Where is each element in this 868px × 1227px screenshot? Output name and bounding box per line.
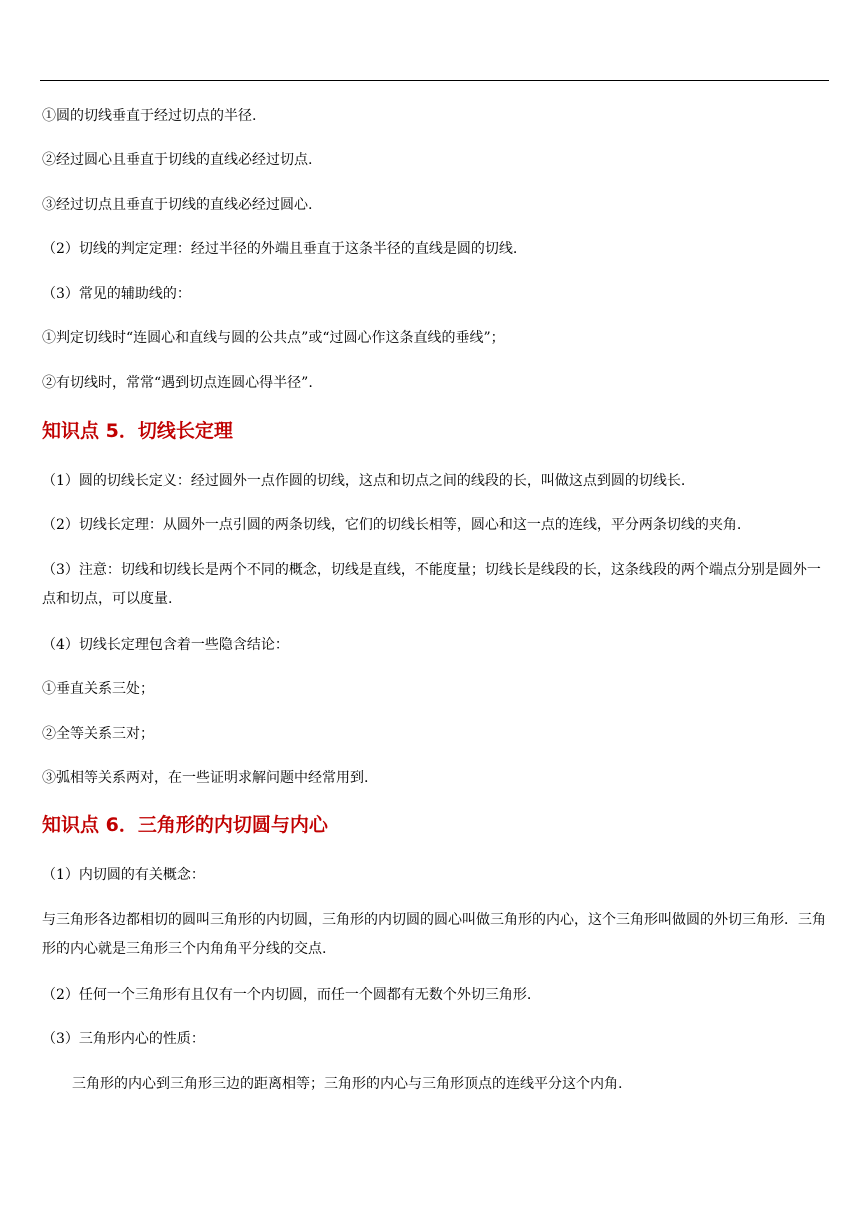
text-line: ①判定切线时“连圆心和直线与圆的公共点”或“过圆心作这条直线的垂线”；	[42, 330, 505, 346]
text-line: （1）圆的切线长定义：经过圆外一点作圆的切线，这点和切点之间的线段的长，叫做这点到圆的切线长.	[42, 473, 686, 489]
text-line: ①垂直关系三处；	[42, 681, 154, 697]
text-line: （3）常见的辅助线的：	[42, 286, 191, 302]
text-line: ①圆的切线垂直于经过切点的半径.	[42, 108, 257, 124]
header-rule	[40, 80, 829, 81]
text-line: ②有切线时，常常“遇到切点连圆心得半径”.	[42, 375, 313, 391]
text-line: （3）三角形内心的性质：	[42, 1031, 205, 1047]
text-line: ③经过切点且垂直于切线的直线必经过圆心.	[42, 197, 313, 213]
text-line: （1）内切圆的有关概念：	[42, 867, 205, 883]
text-line: （4）切线长定理包含着一些隐含结论：	[42, 637, 289, 653]
text-line: （2）切线长定理：从圆外一点引圆的两条切线，它们的切线长相等，圆心和这一点的连线，平分两条切线的夹角.	[42, 517, 742, 533]
section-heading: 知识点 5．切线长定理	[42, 420, 233, 442]
text-paragraph: 与三角形各边都相切的圆叫三角形的内切圆，三角形的内切圆的圆心叫做三角形的内心，这个三角形叫做圆的外切三角形．三角形的内心就是三角形三个内角角平分线的交点.	[42, 912, 826, 957]
text-line: （2）切线的判定定理：经过半径的外端且垂直于这条半径的直线是圆的切线.	[42, 241, 518, 257]
text-line: ③弧相等关系两对，在一些证明求解问题中经常用到.	[42, 770, 369, 786]
text-paragraph: （3）注意：切线和切线长是两个不同的概念，切线是直线，不能度量；切线长是线段的长，这条线段的两个端点分别是圆外一点和切点，可以度量.	[42, 562, 821, 607]
section-heading: 知识点 6．三角形的内切圆与内心	[42, 814, 328, 836]
text-line: 三角形的内心到三角形三边的距离相等；三角形的内心与三角形顶点的连线平分这个内角.	[72, 1076, 623, 1092]
text-line: （2）任何一个三角形有且仅有一个内切圆，而任一个圆都有无数个外切三角形.	[42, 987, 532, 1003]
text-line: ②经过圆心且垂直于切线的直线必经过切点.	[42, 152, 313, 168]
text-line: ②全等关系三对；	[42, 726, 154, 742]
